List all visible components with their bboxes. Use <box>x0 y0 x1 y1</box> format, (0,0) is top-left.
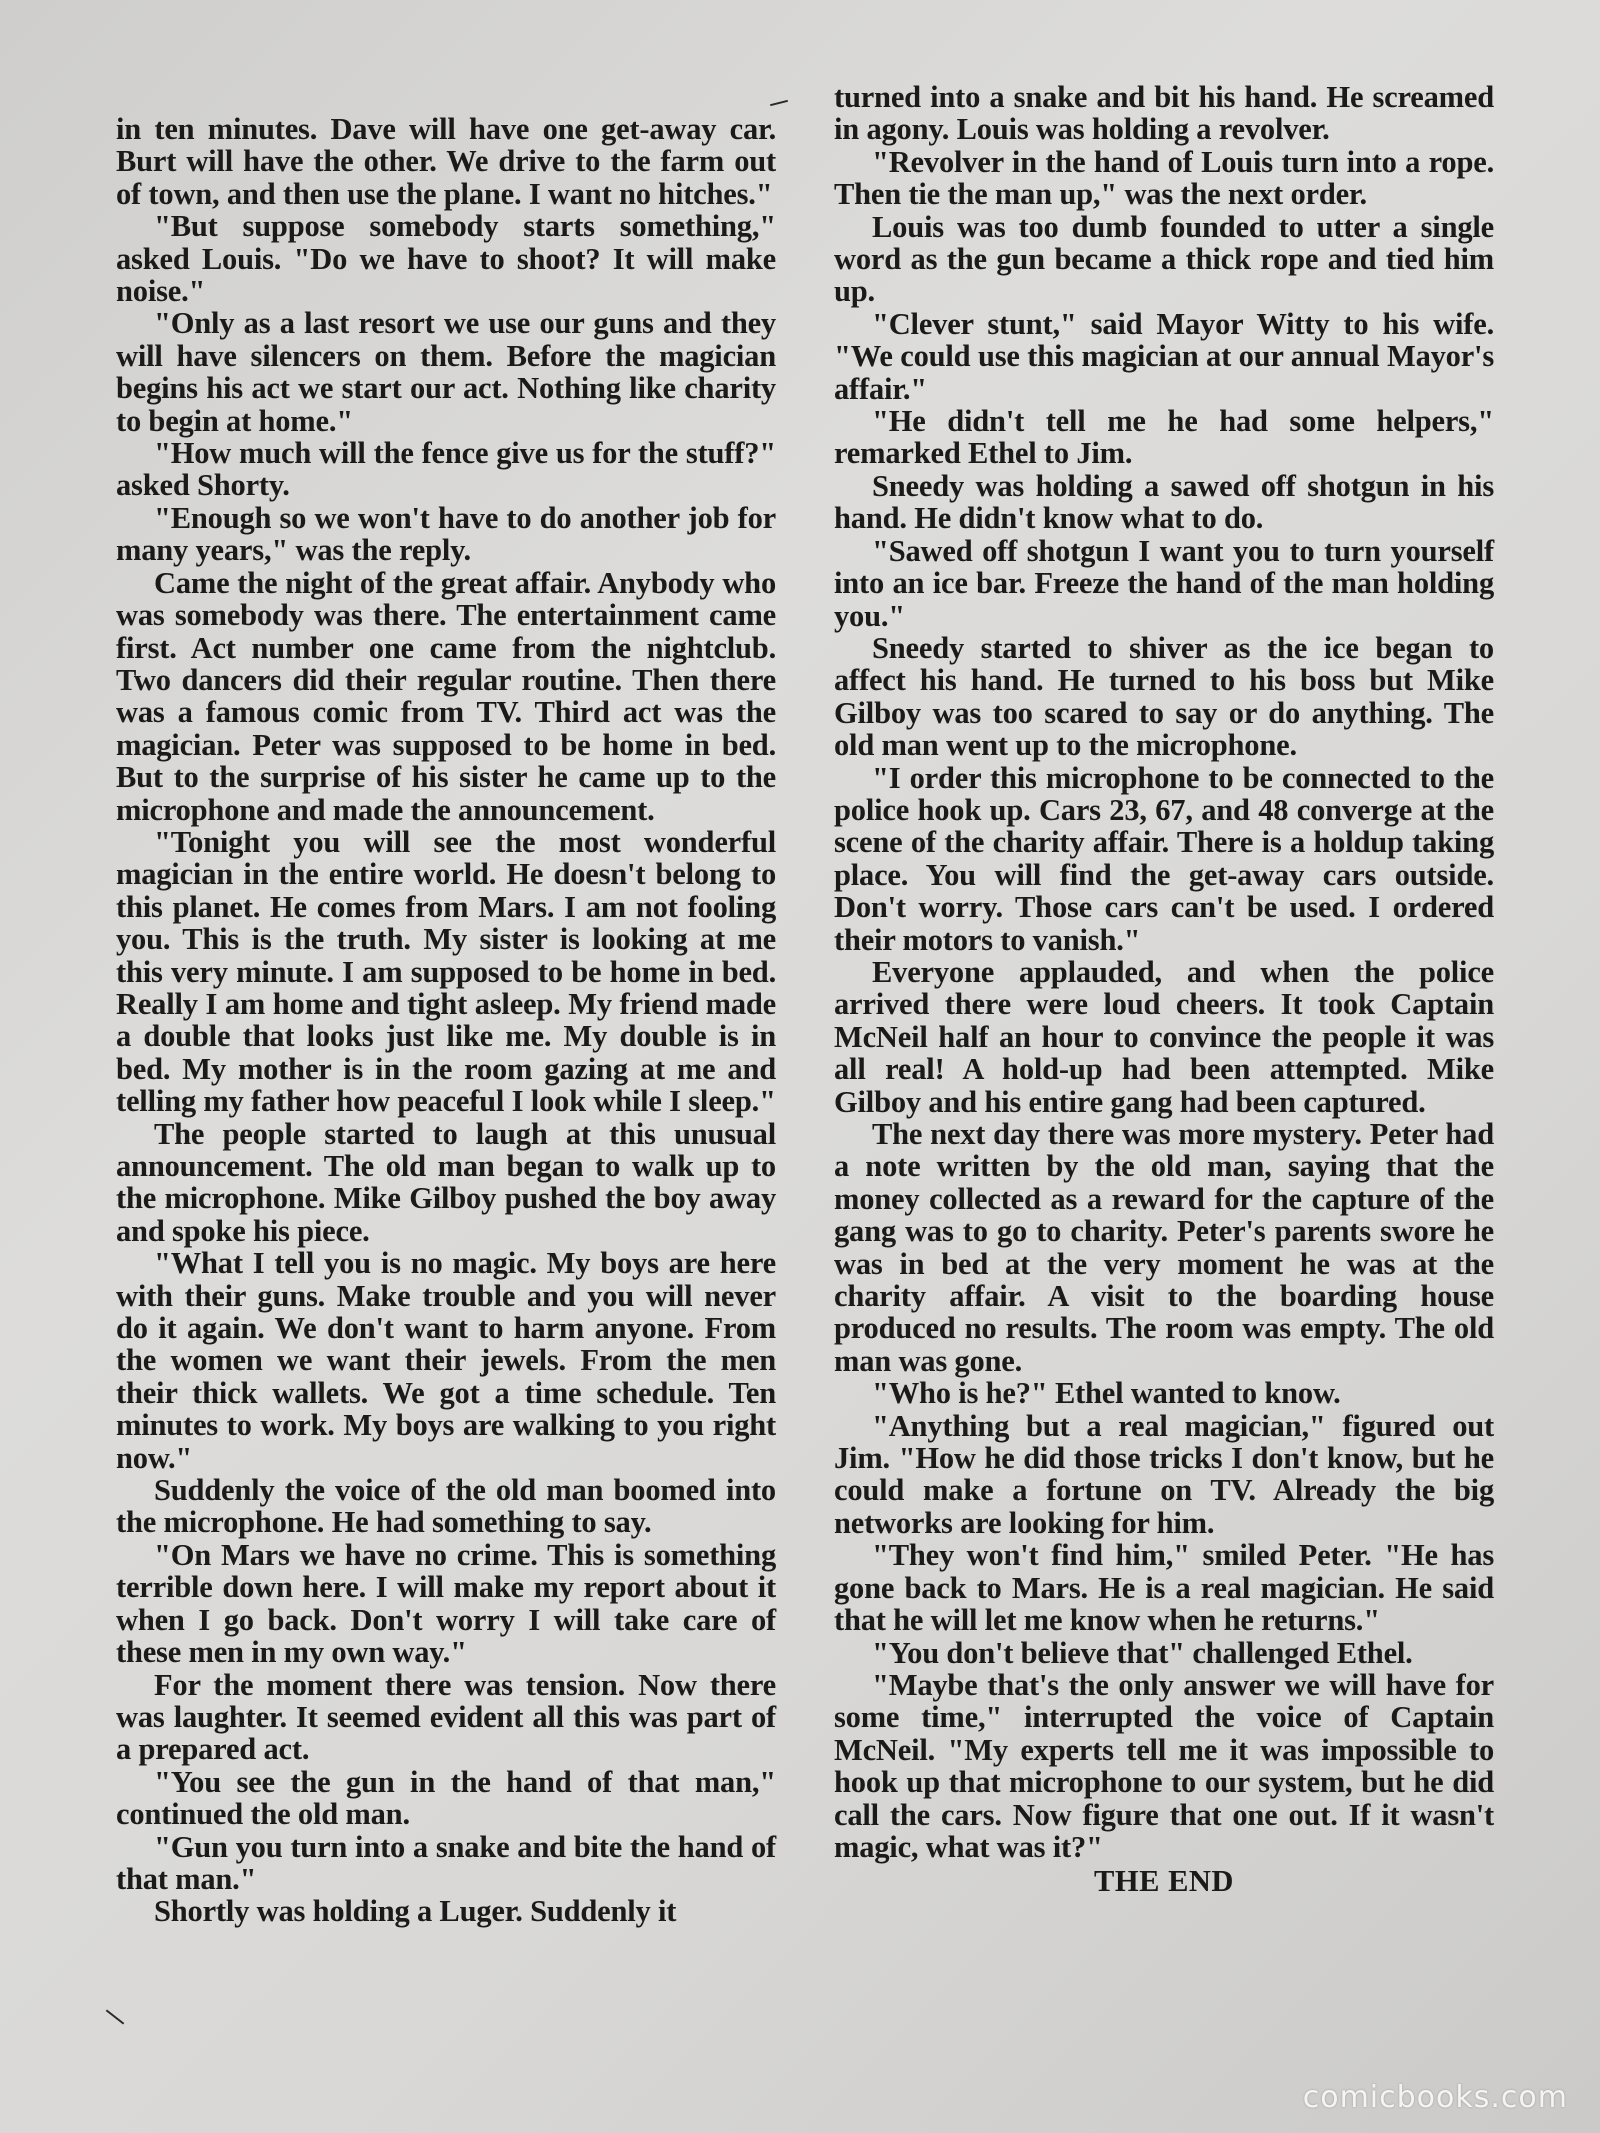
paragraph: "What I tell you is no magic. My boys are here with their guns. Make trouble and you will never do it again. We don't want to harm anyone. From the women we want their jewels. From the men their thick wallets. We got a time schedule. Ten minutes to work. My boys are walking to you right now." <box>116 1246 776 1475</box>
paragraph: Shortly was holding a Luger. Suddenly it <box>154 1894 677 1929</box>
watermark-text: comicbooks.com <box>1302 2080 1568 2115</box>
paragraph: "Who is he?" Ethel wanted to know. <box>872 1376 1341 1411</box>
left-text-column <box>116 113 776 1928</box>
paragraph: "Maybe that's the only answer we will have for some time," interrupted the voice of Captain McNeil. "My experts tell me it was impossible to hook up that microphone to our system, but he did call the cars. Now figure that one out. If it wasn't magic, what was it?" <box>834 1667 1494 1864</box>
ink-mark <box>770 100 788 106</box>
paragraph: "He didn't tell me he had some helpers," remarked Ethel to Jim. <box>834 404 1494 471</box>
paragraph: Suddenly the voice of the old man boomed into the microphone. He had something to say. <box>116 1473 776 1540</box>
paragraph: "I order this microphone to be connected to the police hook up. Cars 23, 67, and 48 converge at the scene of the charity affair. There is a holdup taking place. You will find the get-away cars outside. Don't worry. Those cars can't be used. I ordered their motors to vanish." <box>834 760 1494 957</box>
paragraph: For the moment there was tension. Now there was laughter. It seemed evident all this was part of a prepared act. <box>116 1667 776 1767</box>
paragraph: "You see the gun in the hand of that man," continued the old man. <box>116 1764 776 1832</box>
paragraph: "On Mars we have no crime. This is something terrible down here. I will make my report about it when I go back. Don't worry I will take care of these men in my own way." <box>116 1537 776 1670</box>
paragraph: "Tonight you will see the most wonderful magician in the entire world. He doesn't belong to this planet. He comes from Mars. I am not fooling you. This is the truth. My sister is looking at me this very minute. I am supposed to be home in bed. Really I am home and tight asleep. My friend made a double that looks just like me. My double is in bed. My mother is in the room gazing at me and telling my father how peaceful I look while I sleep." <box>116 824 776 1119</box>
paragraph: "How much will the fence give us for the stuff?" asked Shorty. <box>116 436 776 503</box>
paragraph: "They won't find him," smiled Peter. "He has gone back to Mars. He is a real magician. He said that he will let me know when he returns." <box>834 1538 1494 1638</box>
paragraph: "You don't believe that" challenged Ethel. <box>872 1635 1413 1670</box>
paragraph: "Enough so we won't have to do another job for many years," was the reply. <box>116 500 776 568</box>
paragraph: Louis was too dumb founded to utter a single word as the gun became a thick rope and tied him up. <box>834 209 1494 309</box>
paragraph: "But suppose somebody starts something," asked Louis. "Do we have to shoot? It will make noise." <box>116 209 776 309</box>
paragraph: "Clever stunt," said Mayor Witty to his wife. "We could use this magician at our annual Mayor's affair." <box>834 306 1494 406</box>
paragraph: Sneedy was holding a sawed off shotgun in his hand. He didn't know what to do. <box>834 468 1494 536</box>
paragraph: turned into a snake and bit his hand. He screamed in agony. Louis was holding a revolver. <box>834 80 1494 147</box>
paragraph: "Revolver in the hand of Louis turn into a rope. Then tie the man up," was the next order. <box>834 144 1494 212</box>
paragraph: Came the night of the great affair. Anybody who was somebody was there. The entertainment came first. Act number one came from the nightclub. Two dancers did their regular routine. Then there was a famous comic from TV. Third act was the magician. Peter was supposed to be home in bed. But to the surprise of his sister he came up to the microphone and made the announcement. <box>116 565 776 827</box>
the-end-label: THE END <box>1094 1864 1234 1899</box>
paragraph: "Anything but a real magician," figured out Jim. "How he did those tricks I don't know, but he could make a fortune on TV. Already the big networks are looking for him. <box>834 1408 1494 1540</box>
ink-mark <box>106 2009 125 2024</box>
right-text-column <box>834 81 1494 1898</box>
paragraph: "Gun you turn into a snake and bite the hand of that man." <box>116 1829 776 1896</box>
paragraph: The people started to laugh at this unusual announcement. The old man began to walk up to the microphone. Mike Gilboy pushed the boy away and spoke his piece. <box>116 1116 776 1248</box>
paragraph: Sneedy started to shiver as the ice began to affect his hand. He turned to his boss but Mike Gilboy was too scared to say or do anything. The old man went up to the microphone. <box>834 630 1494 763</box>
paragraph: The next day there was more mystery. Peter had a note written by the old man, saying that the money collected as a reward for the capture of the gang was to go to charity. Peter's parents swore he was in bed at the very moment he was at the charity affair. A visit to the boarding house produced no results. The room was empty. The old man was gone. <box>834 1117 1494 1378</box>
paragraph: "Only as a last resort we use our guns and they will have silencers on them. Before the magician begins his act we start our act. Nothing like charity to begin at home." <box>116 306 776 438</box>
paragraph: "Sawed off shotgun I want you to turn yourself into an ice bar. Freeze the hand of the man holding you." <box>834 533 1494 633</box>
paragraph: in ten minutes. Dave will have one get-away car. Burt will have the other. We drive to the farm out of town, and then use the plane. I want no hitches." <box>116 112 776 211</box>
paragraph: Everyone applauded, and when the police arrived there were loud cheers. It took Captain McNeil half an hour to convince the people it was all real! A hold-up had been attempted. Mike Gilboy and his entire gang had been captured. <box>834 954 1494 1119</box>
